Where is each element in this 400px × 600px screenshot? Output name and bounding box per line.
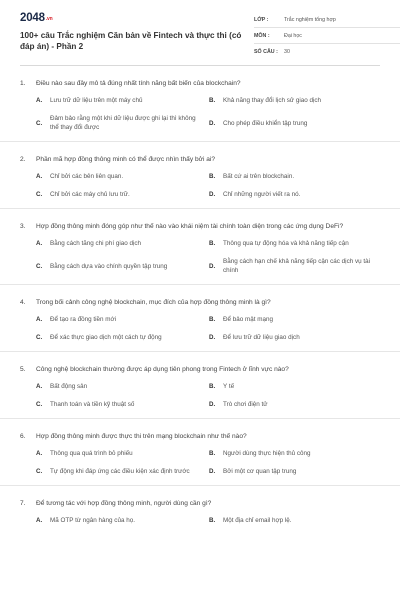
option-letter: A. (36, 450, 43, 457)
option-text: Bằng cách dựa vào chính quyền tập trung (50, 262, 168, 270)
question-text (20, 66, 380, 89)
meta-value: Đại học (284, 32, 302, 39)
option-text: Bất động sản (50, 383, 88, 390)
answer-options (20, 509, 380, 534)
option-letter: C. (36, 401, 43, 408)
option-letter: A. (36, 173, 43, 180)
option-text: Chỉ bởi các máy chủ lưu trữ. (50, 191, 130, 198)
option-text: Lưu trữ dữ liệu trên một máy chủ (50, 97, 143, 104)
option-letter: B. (209, 316, 216, 323)
answer-option[interactable] (36, 172, 209, 181)
meta-label: MÔN : (254, 32, 270, 39)
answer-option[interactable] (36, 96, 209, 105)
page-title: 100+ câu Trắc nghiệm Căn bản về Fintech và thực thi (có đáp án) - Phần 2 (20, 31, 242, 51)
option-text: Bất cứ ai trên blockchain. (223, 173, 295, 180)
answer-option[interactable] (209, 172, 379, 181)
question-number: 2. (20, 156, 26, 163)
answer-option[interactable] (36, 516, 209, 525)
question-number: 5. (20, 366, 26, 373)
option-text: Người dùng thực hiện thủ công (223, 450, 311, 457)
meta-value: 30 (284, 49, 290, 55)
option-letter: B. (209, 450, 216, 457)
answer-option[interactable] (209, 315, 379, 324)
option-letter: D. (209, 468, 216, 475)
answer-options (20, 442, 380, 485)
question-number: 4. (20, 299, 26, 306)
option-text: Để lưu trữ dữ liệu giao dịch (223, 334, 300, 341)
option-letter: A. (36, 97, 43, 104)
answer-option[interactable] (36, 114, 209, 132)
answer-option[interactable] (36, 239, 209, 248)
option-letter: C. (36, 334, 43, 341)
question-body: Để tương tác với hợp đồng thông minh, người dùng cần gì? (36, 500, 212, 507)
answer-option[interactable] (209, 190, 379, 199)
option-text: Tự động khi đáp ứng các điều kiện xác định trước (50, 468, 190, 475)
site-logo[interactable]: 2048.vn (20, 12, 53, 24)
answer-option[interactable] (209, 257, 379, 275)
question-body: Phần mã hợp đồng thông minh có thể được nhìn thấy bởi ai? (36, 156, 216, 163)
option-text: Thông qua tự động hóa và khả năng tiếp cận (223, 240, 349, 247)
answer-options (20, 232, 380, 284)
answer-options (20, 308, 380, 351)
option-letter: D. (209, 334, 216, 341)
answer-option[interactable] (209, 382, 379, 391)
question-number: 1. (20, 80, 26, 87)
page-header (20, 0, 380, 66)
answer-option[interactable] (36, 315, 209, 324)
option-text: Mã OTP từ ngân hàng của họ. (50, 517, 135, 524)
option-text: Chỉ những người viết ra nó. (223, 191, 301, 198)
question-number: 7. (20, 500, 26, 507)
option-letter: A. (36, 517, 43, 524)
answer-options (20, 89, 380, 141)
option-letter: D. (209, 401, 216, 408)
meta-value: Trắc nghiệm tổng hợp (284, 16, 336, 23)
option-letter: B. (209, 383, 216, 390)
option-letter: C. (36, 262, 43, 270)
question-text (20, 142, 380, 165)
meta-label: SỐ CÂU : (254, 49, 278, 55)
question-body: Hợp đồng thông minh được thực thi trên mạng blockchain như thế nào? (36, 433, 247, 440)
option-text: Trò chơi điện tử (223, 401, 268, 408)
question-list (20, 66, 380, 534)
option-letter: B. (209, 517, 216, 524)
option-letter: C. (36, 119, 43, 127)
question-text (20, 285, 380, 308)
question-block (20, 352, 380, 418)
option-letter: B. (209, 240, 216, 247)
answer-option[interactable] (36, 400, 209, 409)
question-block (20, 66, 380, 141)
answer-option[interactable] (36, 257, 209, 275)
option-text: Cho phép điều khiển tập trung (223, 119, 308, 127)
answer-option[interactable] (209, 114, 379, 132)
option-letter: D. (209, 262, 216, 270)
option-text: Để bảo mật mạng (223, 316, 274, 323)
question-number: 3. (20, 223, 26, 230)
option-text: Để tạo ra đồng tiền mới (50, 316, 117, 323)
option-letter: B. (209, 97, 216, 104)
question-body: Điều nào sau đây mô tả đúng nhất tính năng bất biến của blockchain? (36, 80, 241, 87)
question-body: Công nghệ blockchain thường được áp dụng tiên phong trong Fintech ở lĩnh vực nào? (36, 366, 289, 373)
meta-table (254, 12, 400, 60)
option-text: Bằng cách tăng chi phí giao dịch (50, 240, 142, 247)
meta-row (254, 44, 400, 60)
question-number: 6. (20, 433, 26, 440)
option-text: Để xác thực giao dịch một cách tự động (50, 334, 162, 341)
question-body: Hợp đồng thông minh đóng góp như thế nào vào khái niệm tài chính toàn diện trong các ứng dụng DeFi? (36, 223, 344, 230)
option-text: Bằng cách hạn chế khả năng tiếp cận các dịch vụ tài chính (223, 258, 371, 274)
answer-option[interactable] (209, 239, 379, 248)
answer-option[interactable] (209, 449, 379, 458)
option-text: Thông qua quá trình bỏ phiếu (50, 450, 133, 457)
meta-row (254, 28, 400, 44)
answer-option[interactable] (209, 467, 379, 476)
option-letter: B. (209, 173, 216, 180)
answer-option[interactable] (209, 400, 379, 409)
option-text: Chỉ bởi các bên liên quan. (50, 173, 124, 180)
option-letter: A. (36, 316, 43, 323)
option-text: Khả năng thay đổi lịch sử giao dịch (223, 97, 322, 104)
answer-option[interactable] (36, 190, 209, 199)
option-letter: C. (36, 468, 43, 475)
answer-options (20, 375, 380, 418)
question-text (20, 486, 380, 509)
option-text: Một địa chỉ email hợp lệ. (223, 517, 292, 524)
question-block (20, 209, 380, 284)
answer-options (20, 165, 380, 208)
option-letter: A. (36, 240, 43, 247)
option-text: Bởi một cơ quan tập trung (223, 468, 297, 475)
option-letter: C. (36, 191, 43, 198)
option-letter: D. (209, 119, 216, 127)
question-block (20, 419, 380, 485)
question-block (20, 285, 380, 351)
question-text (20, 352, 380, 375)
option-text: Y tế (223, 383, 235, 390)
answer-option[interactable] (36, 449, 209, 458)
question-text (20, 209, 380, 232)
answer-option[interactable] (209, 516, 379, 525)
question-body: Trong bối cảnh công nghệ blockchain, mục đích của hợp đồng thông minh là gì? (36, 299, 271, 306)
answer-option[interactable] (36, 382, 209, 391)
option-letter: D. (209, 191, 216, 198)
question-text (20, 419, 380, 442)
meta-label: LỚP : (254, 16, 269, 23)
option-text: Đảm bảo rằng một khi dữ liệu được ghi lại thì không thể thay đổi được (50, 115, 196, 131)
answer-option[interactable] (36, 333, 209, 342)
meta-row (254, 12, 400, 28)
question-block (20, 486, 380, 534)
answer-option[interactable] (209, 96, 379, 105)
answer-option[interactable] (36, 467, 209, 476)
option-letter: A. (36, 383, 43, 390)
answer-option[interactable] (209, 333, 379, 342)
option-text: Thanh toán và tiền kỹ thuật số (50, 401, 135, 408)
question-block (20, 142, 380, 208)
